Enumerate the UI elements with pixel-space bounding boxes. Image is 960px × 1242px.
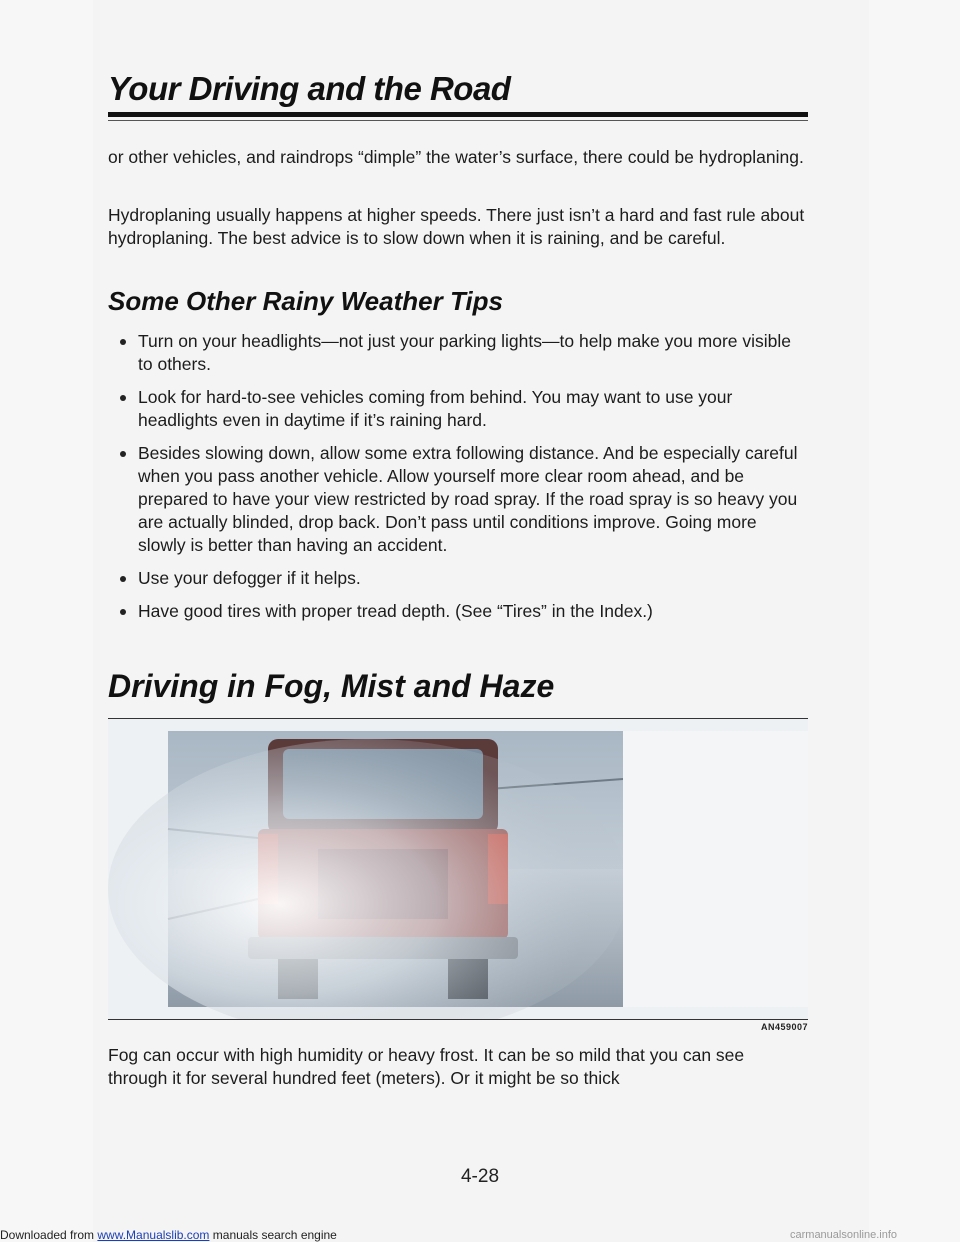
paragraph-fog-intro: Fog can occur with high humidity or heavy frost. It can be so mild that you can see through it for several hundred feet (meters). Or it might be so thick — [108, 1045, 745, 1088]
paragraph-hydroplaning-end: or other vehicles, and raindrops “dimple” the water’s surface, there could be hydroplaning. — [108, 147, 804, 167]
bullet-icon — [120, 576, 126, 582]
figure-code: AN459007 — [760, 1022, 808, 1032]
paragraph-hydroplaning-advice: Hydroplaning usually happens at higher speeds. There just isn’t a hard and fast rule about hydroplaning. The best advice is to slow down when it is raining, and be careful. — [108, 205, 805, 248]
list-item — [108, 442, 808, 557]
bullet-icon — [120, 339, 126, 345]
running-head-title: Your Driving and the Road — [108, 70, 511, 107]
list-item-text: Look for hard-to-see vehicles coming from behind. You may want to use your headlights even in daytime if it’s raining hard. — [138, 387, 733, 430]
bullet-icon — [120, 451, 126, 457]
list-item — [108, 386, 808, 432]
header-rule-thin — [108, 120, 808, 121]
section-title-fog: Driving in Fog, Mist and Haze — [108, 668, 555, 704]
fog-truck-image — [108, 719, 808, 1019]
bullet-icon — [120, 395, 126, 401]
fog-truck-illustration — [108, 718, 808, 1020]
bullet-icon — [120, 609, 126, 615]
manualslib-link[interactable]: www.Manualslib.com — [97, 1228, 210, 1242]
list-item — [108, 330, 808, 376]
list-item-text: Use your defogger if it helps. — [138, 568, 361, 588]
list-item-text: Besides slowing down, allow some extra following distance. And be especially careful when you pass another vehicle. Allow yourself more clear room ahead, and be prepared to have your view restricted by road spray. If the road spray is so heavy you are actually blinded, drop back. Don’t pass until conditions improve. Going more slowly is better than having an accident. — [138, 443, 798, 555]
footer-suffix: manuals search engine — [209, 1228, 337, 1242]
list-item-text: Have good tires with proper tread depth. (See “Tires” in the Index.) — [138, 601, 653, 621]
page-number: 4-28 — [460, 1166, 500, 1187]
header-rule — [108, 112, 808, 117]
list-item-text: Turn on your headlights—not just your parking lights—to help make you more visible to others. — [138, 331, 792, 374]
download-footer — [0, 1228, 337, 1242]
list-item — [108, 600, 808, 623]
section-title-rainy-tips: Some Other Rainy Weather Tips — [108, 286, 503, 316]
watermark-text: carmanualsonline.info — [790, 1229, 898, 1241]
rainy-tips-list — [108, 330, 808, 633]
list-item — [108, 567, 808, 590]
footer-prefix: Downloaded from — [0, 1228, 98, 1242]
